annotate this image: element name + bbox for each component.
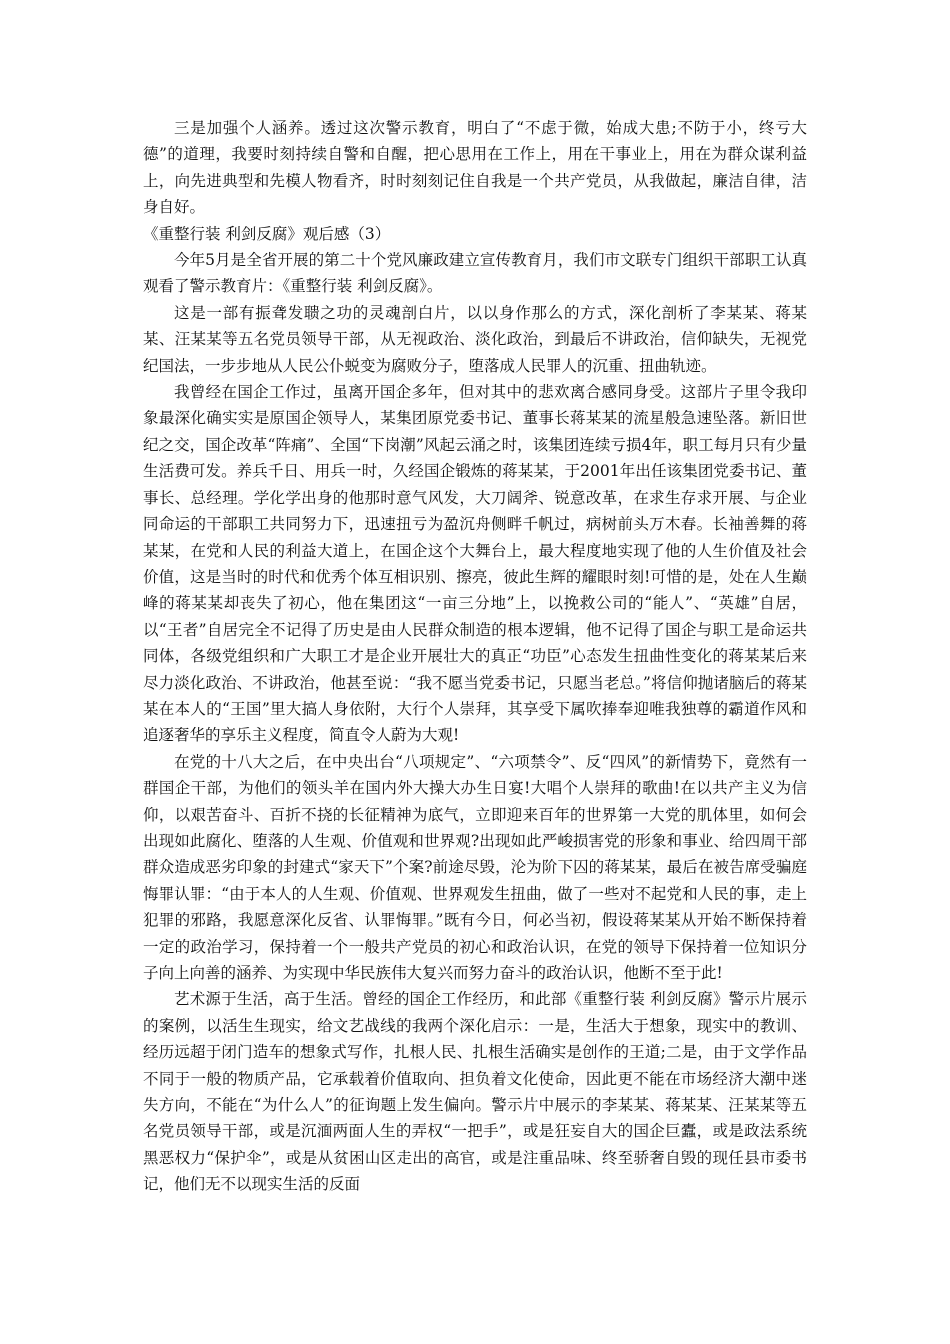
document-body <box>143 115 807 1198</box>
section-heading: 《重整行装 利剑反腐》观后感（3） <box>143 224 391 243</box>
paragraph-education-month: 今年5月是全省开展的第二十个党风廉政建立宣传教育月，我们市文联专门组织干部职工认真观看了警示教育片：《重整行装 利剑反腐》。 <box>143 251 807 296</box>
paragraph-film-summary: 这是一部有振聋发聩之功的灵魂剖白片，以以身作那么的方式，深化剖析了李某某、蒋某某、汪某某等五名党员领导干部，从无视政治、淡化政治，到最后不讲政治，信仰缺失，无视党纪国法，一步步地从人民公仆蜕变为腐败分子，堕落成人民罪人的沉重、扭曲轨迹。 <box>143 303 807 375</box>
paragraph-art-and-life: 艺术源于生活，高于生活。曾经的国企工作经历，和此部《重整行装 利剑反腐》警示片展示的案例，以活生生现实，给文艺战线的我两个深化启示：一是，生活大于想象，现实中的教训、经历远超于闭门造车的想象式写作，扎根人民、扎根生活确实是创作的王道;二是，由于文学作品不同于一般的物质产品，它承载着价值取向、担负着文化使命，因此更不能在市场经济大潮中迷失方向，不能在“为什么人”的征询题上发生偏向。警示片中展示的李某某、蒋某某、汪某某等五名党员领导干部，或是沉湎两面人生的弄权“一把手”，或是狂妄自大的国企巨蠹，或是政法系统黑恶权力“保护伞”，或是从贫困山区走出的高官，或是注重品味、终至骄奢自毁的现任县市委书记，他们无不以现实生活的反面 <box>143 990 807 1194</box>
paragraph-state-enterprise: 我曾经在国企工作过，虽离开国企多年，但对其中的悲欢离合感同身受。这部片子里令我印象最深化确实实是原国企领导人，某集团原党委书记、董事长蒋某某的流星般急速坠落。新旧世纪之交，国企改革“阵痛”、全国“下岗潮”风起云涌之时，该集团连续亏损4年，职工每月只有少量生活费可发。养兵千日、用兵一时，久经国企锻炼的蒋某某，于2001年出任该集团党委书记、董事长、总经理。学化学出身的他那时意气风发，大刀阔斧、锐意改革，在求生存求开展、与企业同命运的干部职工共同努力下，迅速扭亏为盈沉舟侧畔千帆过，病树前头万木春。长袖善舞的蒋某某，在党和人民的利益大道上，在国企这个大舞台上，最大程度地实现了他的人生价值及社会价值，这是当时的时代和优秀个体互相识别、擦亮，彼此生辉的耀眼时刻!可惜的是，处在人生巅峰的蒋某某却丧失了初心，他在集团这“一亩三分地”上，以挽救公司的“能人”、“英雄”自居，以“王者”自居完全不记得了历史是由人民群众制造的根本逻辑，他不记得了国企与职工是命运共同体，各级党组织和广大职工才是企业开展壮大的真正“功臣”心态发生扭曲性变化的蒋某某后来尽力淡化政治、不讲政治，他甚至说：“我不愿当党委书记，只愿当老总。”将信仰抛诸脑后的蒋某某在本人的“王国”里大搞人身依附，大行个人崇拜，其享受下属吹捧奉迎唯我独尊的霸道作风和追逐奢华的享乐主义程度，简直令人蔚为大观! <box>143 383 807 745</box>
paragraph-eighteenth-congress: 在党的十八大之后，在中央出台“八项规定”、“六项禁令”、反“四风”的新情势下，竟然有一群国企干部，为他们的领头羊在国内外大操大办生日宴!大唱个人崇拜的歌曲!在以共产主义为信仰，以艰苦奋斗、百折不挠的长征精神为底气，立即迎来百年的世界第一大党的肌体里，如何会出现如此腐化、堕落的人生观、价值观和世界观?出现如此严峻损害党的形象和事业、给四周干部群众造成恶劣印象的封建式“家天下”个案?前途尽毁，沦为阶下囚的蒋某某，最后在被告席受骗庭悔罪认罪：“由于本人的人生观、价值观、世界观发生扭曲，做了一些对不起党和人民的事，走上犯罪的邪路，我愿意深化反省、认罪悔罪。”既有今日，何必当初，假设蒋某某从开始不断保持着一定的政治学习，保持着一个一般共产党员的初心和政治认识，在党的领导下保持着一位知识分子向上向善的涵养、为实现中华民族伟大复兴而努力奋斗的政治认识，他断不至于此! <box>143 752 807 982</box>
paragraph-personal-cultivation: 三是加强个人涵养。透过这次警示教育，明白了“不虑于微，始成大患;不防于小，终亏大德”的道理，我要时刻持续自警和自醒，把心思用在工作上，用在干事业上，用在为群众谋利益上，向先进典型和先模人物看齐，时时刻刻记住自我是一个共产党员，从我做起，廉洁自律，洁身自好。 <box>143 119 807 217</box>
